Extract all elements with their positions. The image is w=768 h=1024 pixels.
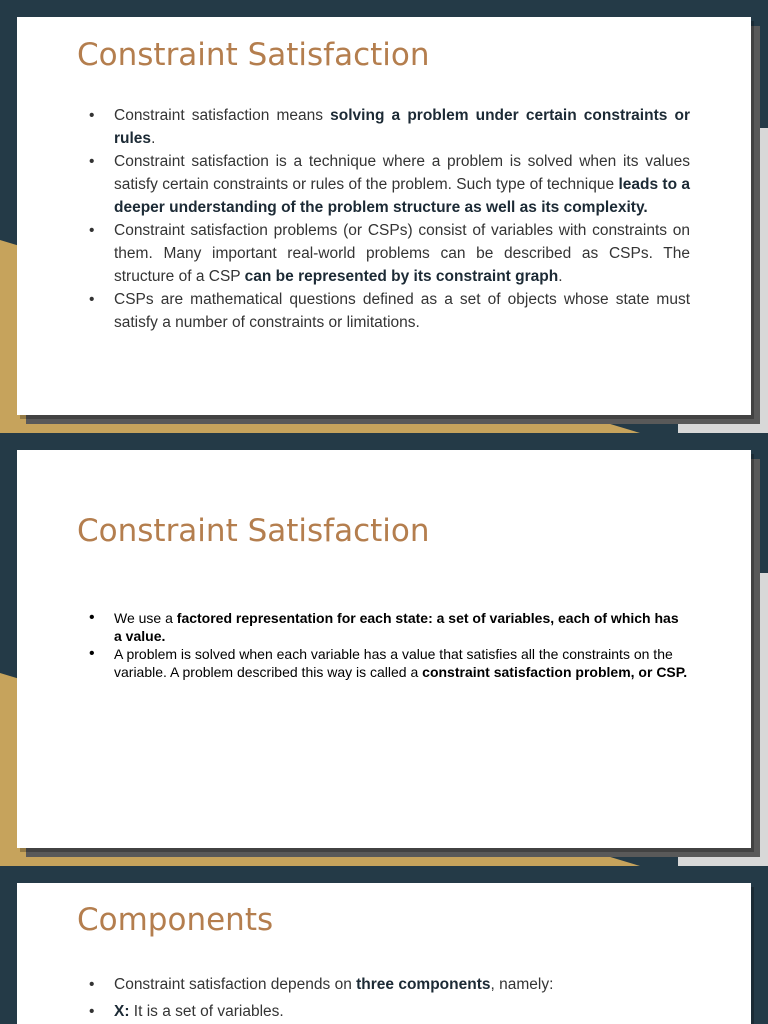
slide-2 <box>0 433 768 866</box>
slide-card <box>17 17 751 415</box>
bullet-item <box>114 150 690 219</box>
bullet-list <box>114 104 690 334</box>
bold-text: constraint satisfaction problem, or CSP. <box>422 664 688 680</box>
bold-text: solving a problem under certain constraints or rules <box>114 107 691 147</box>
slide-card <box>17 883 751 1024</box>
bullet-list <box>114 971 690 1024</box>
slide-card <box>17 450 751 848</box>
bullet-item <box>114 998 690 1024</box>
slide-title: Constraint Satisfaction <box>77 37 430 73</box>
slide-title: Constraint Satisfaction <box>77 513 430 549</box>
bold-text: X: <box>114 1003 130 1020</box>
bold-text: factored representation for each state: a set of variables, each of which has a value. <box>114 610 679 644</box>
bullet-item <box>114 645 690 681</box>
slide-1 <box>0 0 768 433</box>
bold-text: three components <box>356 976 491 993</box>
text-run: Constraint satisfaction depends on <box>114 976 357 993</box>
bullet-item <box>114 219 690 288</box>
bullet-item <box>114 104 690 150</box>
text-run: Constraint satisfaction problems (or CSPs) consist of variables with constraints on them. Many important real-world problems can be described as CSPs. The structure of a CSP <box>114 222 690 285</box>
text-run: We use a <box>114 610 177 626</box>
text-run: It is a set of variables. <box>129 1003 284 1020</box>
slide-3 <box>0 866 768 1024</box>
text-run: Constraint satisfaction means <box>114 107 331 124</box>
bullet-list <box>114 609 690 681</box>
text-run: . <box>151 130 156 147</box>
bullet-item <box>114 971 690 998</box>
bold-text: leads to a deeper understanding of the problem structure as well as its complexity. <box>114 176 691 216</box>
text-run: A problem is solved when each variable has a value that satisfies all the constraints on the variable. A problem described this way is called a <box>114 646 673 680</box>
text-run: CSPs are mathematical questions defined as a set of objects whose state must satisfy a number of constraints or limitations. <box>114 291 690 331</box>
text-run: . <box>558 268 563 285</box>
text-run: Constraint satisfaction is a technique where a problem is solved when its values satisfy certain constraints or rules of the problem. Such type of technique <box>114 153 690 193</box>
slide-title: Components <box>77 902 274 938</box>
bold-text: can be represented by its constraint graph <box>244 268 559 285</box>
bullet-item <box>114 609 690 645</box>
text-run: , namely: <box>490 976 554 993</box>
bullet-item <box>114 288 690 334</box>
